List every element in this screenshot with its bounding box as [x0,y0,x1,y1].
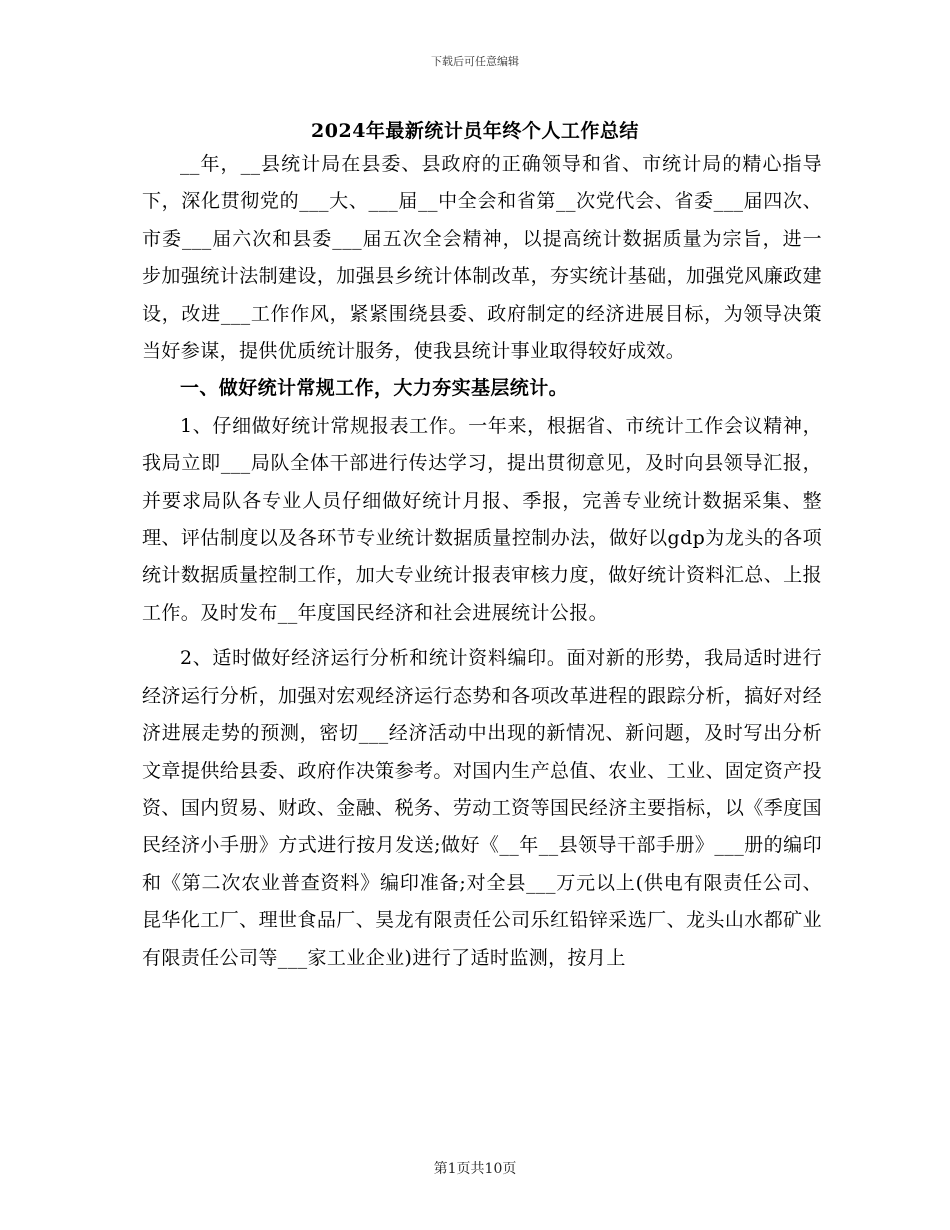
page-header-note: 下载后可任意编辑 [431,55,519,68]
document-title: 2024年最新统计员年终个人工作总结 [311,120,639,142]
paragraph-gap [142,632,822,640]
section-heading-1: 一、做好统计常规工作，大力夯实基层统计。 [180,377,569,400]
paragraph-item-2: 2、适时做好经济运行分析和统计资料编印。面对新的形势，我局适时进行经济运行分析，加强对宏观经济运行态势和各项改革进程的跟踪分析，搞好对经济进展走势的预测，密切___经济活动中出现的新情况、新问题，及时写出分析文章提供给县委、政府作决策参考。对国内生产总值、农业、工业、固定资产投资、国内贸易、财政、金融、税务、劳动工资等国民经济主要指标，以《季度国民经济小手册》方式进行按月发送;做好《__年__县领导干部手册》___册的编印和《第二次农业普查资料》编印准备;对全县___万元以上(供电有限责任公司、昆华化工厂、理世食品厂、昊龙有限责任公司乐红铅锌采选厂、龙头山水都矿业有限责任公司等___家工业企业)进行了适时监测，按月上 [142,647,822,969]
document-body [142,146,822,977]
paragraph-item-1: 1、仔细做好统计常规报表工作。一年来，根据省、市统计工作会议精神，我局立即___局队全体干部进行传达学习，提出贯彻意见，及时向县领导汇报，并要求局队各专业人员仔细做好统计月报、季报，完善专业统计数据采集、整理、评估制度以及各环节专业统计数据质量控制办法，做好以gdp为龙头的各项统计数据质量控制工作，加大专业统计报表审核力度，做好统计资料汇总、上报工作。及时发布__年度国民经济和社会进展统计公报。 [142,414,822,624]
page-number: 第1页共10页 [433,1161,517,1177]
paragraph-intro: __年，__县统计局在县委、县政府的正确领导和省、市统计局的精心指导下，深化贯彻党的___大、___届__中全会和省第__次党代会、省委___届四次、市委___届六次和县委___届五次全会精神，以提高统计数据质量为宗旨，进一步加强统计法制建设，加强县乡统计体制改革，夯实统计基础，加强党风廉政建设，改进___工作作风，紧紧围绕县委、政府制定的经济进展目标，为领导决策当好参谋，提供优质统计服务，使我县统计事业取得较好成效。 [142,153,822,363]
